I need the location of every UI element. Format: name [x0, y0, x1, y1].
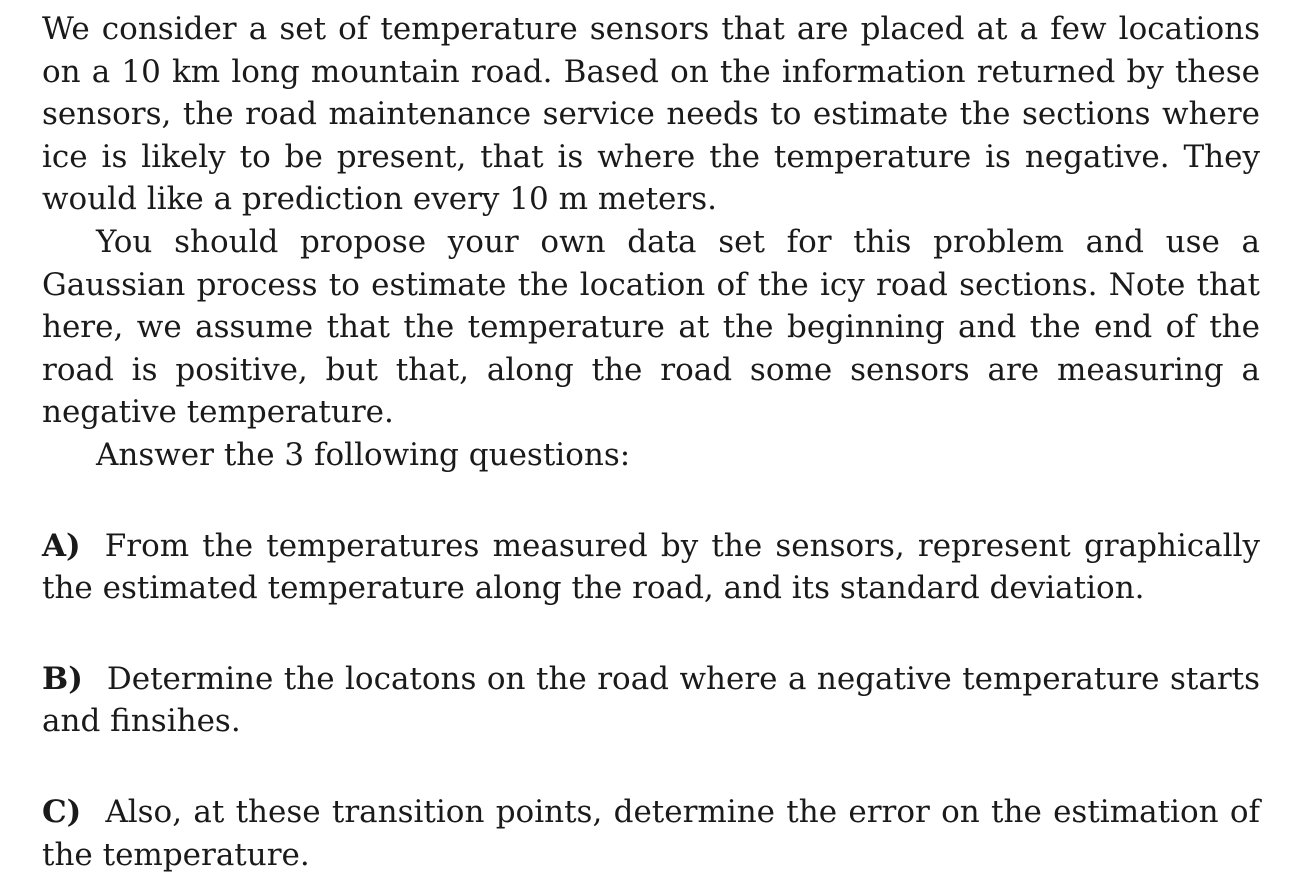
question-b-text: Determine the locatons on the road where a negative temperature starts and finsihes.	[42, 660, 1260, 740]
question-c-label: C)	[42, 793, 82, 830]
intro-paragraph-1: We consider a set of temperature sensors that are placed at a few locations on a 10 km long mountain road. Based on the information returned by these sensors, the road maintenance service needs to estimate the sections where ice is likely to be present, that is where the temperature is negative. They would like a prediction every 10 m meters.	[42, 11, 1260, 218]
question-a	[42, 525, 1260, 610]
intro-paragraph-2: You should propose your own data set for this problem and use a Gaussian process to estimate the location of the icy road sections. Note that here, we assume that the temperature at the beginning and the end of the road is positive, but that, along the road some sensors are measuring a negative temperature.	[42, 223, 1260, 431]
question-c-text: Also, at these transition points, determine the error on the estimation of the temperature.	[42, 793, 1260, 873]
question-b-label: B)	[42, 660, 83, 697]
intro-paragraph-3: Answer the 3 following questions:	[96, 436, 631, 473]
question-c	[42, 791, 1260, 876]
question-a-label: A)	[42, 527, 81, 564]
question-b	[42, 658, 1260, 743]
question-a-text: From the temperatures measured by the sensors, represent graphically the estimated temperature along the road, and its standard deviation.	[42, 527, 1260, 607]
